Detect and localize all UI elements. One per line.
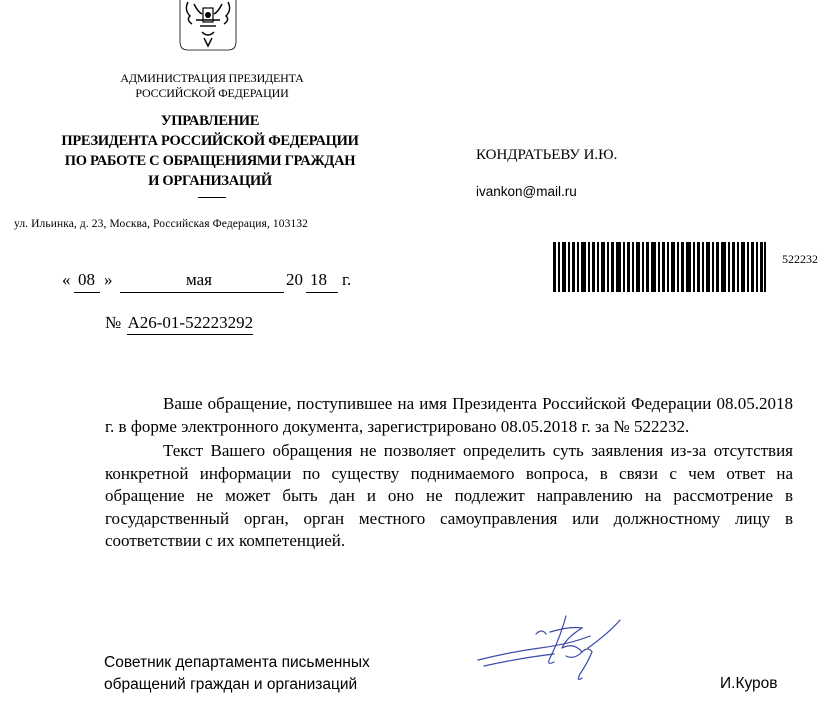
date-day-underline xyxy=(74,292,100,293)
body-paragraph-1: Ваше обращение, поступившее на имя Президента Российской Федерации 08.05.2018 г. в форме электронного документа, зарегистрировано 08.05.2018 г. за № 522232. xyxy=(105,394,793,436)
registration-number xyxy=(105,313,253,335)
admin-line-2: РОССИЙСКОЙ ФЕДЕРАЦИИ xyxy=(135,86,289,100)
handwritten-signature xyxy=(470,612,630,696)
signer-title xyxy=(104,652,424,696)
document-date xyxy=(62,270,362,294)
barcode xyxy=(553,242,766,292)
date-year-suffix: 18 xyxy=(310,270,327,289)
date-month-underline xyxy=(120,292,284,293)
signer-title-line-1: Советник департамента письменных xyxy=(104,654,370,671)
dept-line-4: И ОРГАНИЗАЦИЙ xyxy=(148,173,272,189)
signer-title-line-2: обращений граждан и организаций xyxy=(104,676,358,693)
header-divider xyxy=(198,197,226,198)
body-paragraph-2: Текст Вашего обращения не позволяет определить суть заявления из-за отсутствия конкретной информации по существу поднимаемого вопроса, в связи с чем ответ на обращение не может быть дан и оно не подлежит направлению на рассмотрение в государственный орган, орган местного самоуправления или должностному лицу в соответствии с их компетенцией. xyxy=(105,441,793,550)
date-year-prefix: 20 xyxy=(286,270,303,289)
recipient-name: КОНДРАТЬЕВУ И.Ю. xyxy=(476,147,618,163)
sender-address: ул. Ильинка, д. 23, Москва, Российская Федерация, 103132 xyxy=(14,218,308,230)
registration-number-value: А26-01-52223292 xyxy=(127,313,253,335)
date-close-quote: » xyxy=(104,270,113,289)
signer-name: И.Куров xyxy=(720,675,778,692)
number-sign: № xyxy=(105,313,122,332)
admin-line-1: АДМИНИСТРАЦИЯ ПРЕЗИДЕНТА xyxy=(120,71,304,85)
date-month: мая xyxy=(186,270,213,289)
date-day: 08 xyxy=(78,270,95,289)
recipient-email: ivankon@mail.ru xyxy=(476,184,577,199)
date-year-unit: г. xyxy=(342,270,352,289)
state-emblem xyxy=(166,0,250,52)
dept-line-3: ПО РАБОТЕ С ОБРАЩЕНИЯМИ ГРАЖДАН xyxy=(64,153,356,169)
dept-line-1: УПРАВЛЕНИЕ xyxy=(160,113,260,129)
date-open-quote: « xyxy=(62,270,71,289)
date-year-underline xyxy=(306,292,338,293)
dept-line-2: ПРЕЗИДЕНТА РОССИЙСКОЙ ФЕДЕРАЦИИ xyxy=(61,133,359,149)
barcode-number: 522232 xyxy=(782,252,818,266)
letter-body xyxy=(105,393,793,553)
